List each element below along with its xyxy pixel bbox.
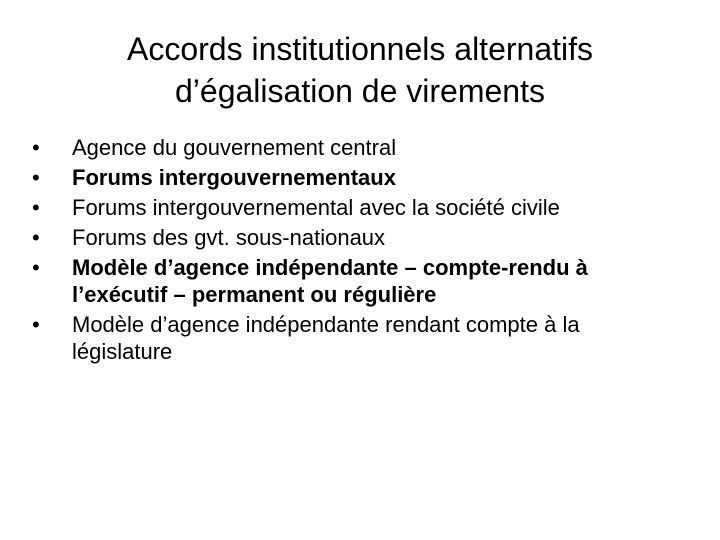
bullet-icon: • [32,225,40,250]
bullet-icon: • [32,165,40,190]
bullet-text: Forums intergouvernemental avec la société civile [72,195,560,220]
bullet-text: Modèle d’agence indépendante rendant compte à la législature [72,312,580,364]
bullet-item-central-agency [32,134,682,161]
slide-title-line-2: d’égalisation de virements [175,73,545,109]
bullet-icon: • [32,195,40,220]
slide-title-line-1: Accords institutionnels alternatifs [127,31,593,67]
bullet-list [32,134,682,368]
bullet-text: Forums des gvt. sous-nationaux [72,225,386,250]
bullet-item-independent-agency-legislature [32,311,682,365]
bullet-item-independent-agency-executive [32,254,682,308]
bullet-text: Modèle d’agence indépendante – compte-rendu à l’exécutif – permanent ou régulière [72,255,588,307]
bullet-text: Agence du gouvernement central [72,135,397,160]
bullet-item-intergovernmental-forums [32,164,682,191]
bullet-item-subnational-forums [32,224,682,251]
bullet-item-forums-civil-society [32,194,682,221]
bullet-icon: • [32,255,40,280]
bullet-icon: • [32,135,40,160]
slide-title [60,28,660,112]
bullet-icon: • [32,312,40,337]
bullet-text: Forums intergouvernementaux [72,165,396,190]
